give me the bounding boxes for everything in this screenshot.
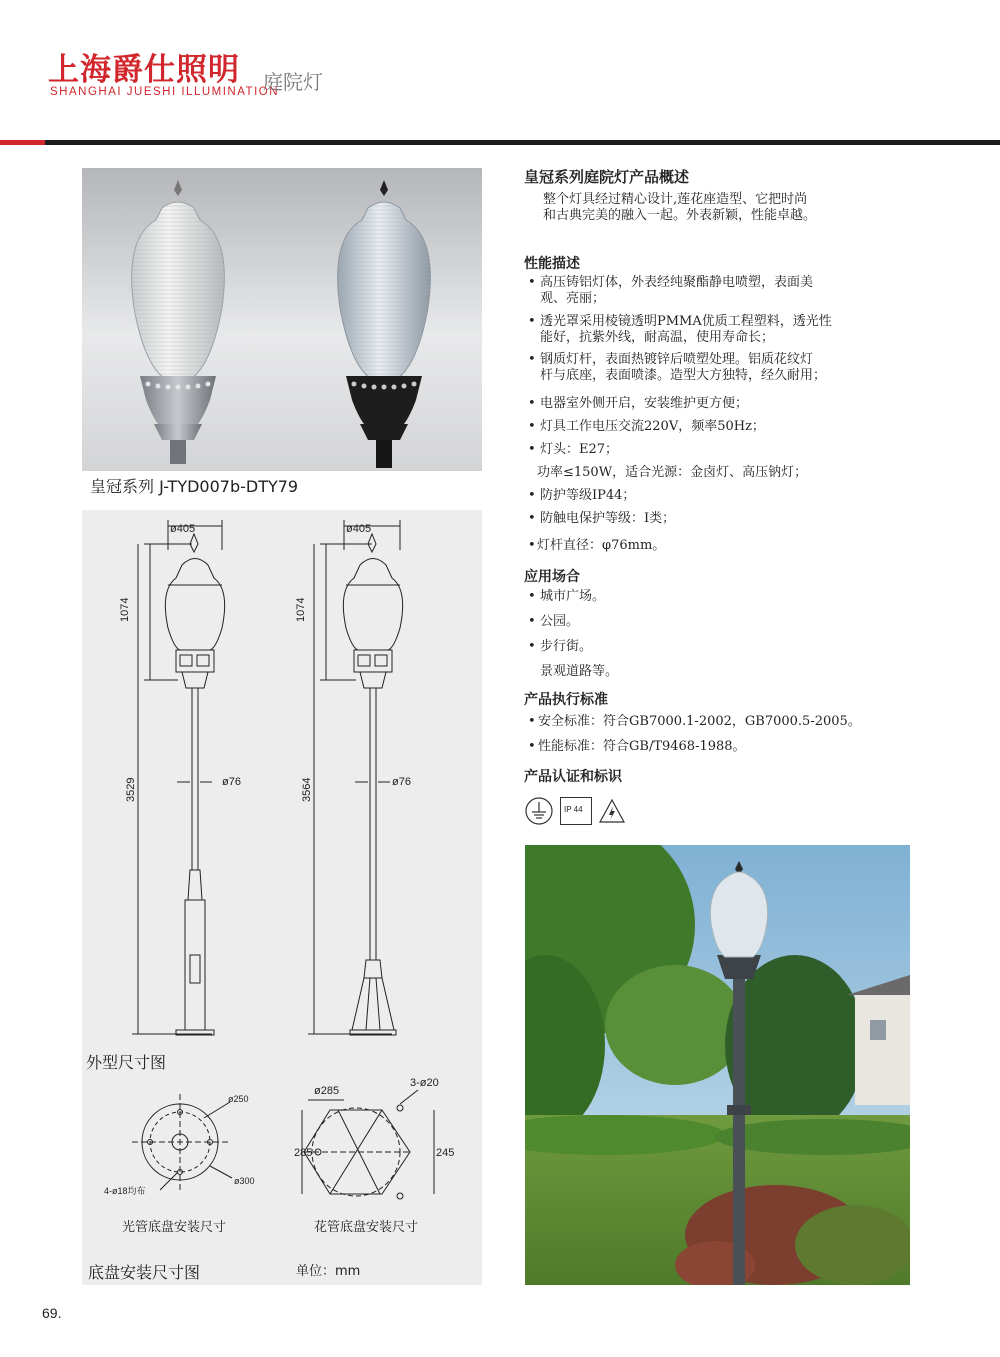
earth-ground-icon	[524, 796, 554, 826]
application-item: • 城市广场。	[528, 589, 606, 604]
performance-item: • 防护等级IP44；	[528, 488, 636, 503]
standards-title: 产品执行标准	[524, 692, 608, 708]
outline-drawing-title: 外型尺寸图	[86, 1053, 167, 1072]
dimension-drawings	[82, 510, 482, 1285]
dim-flower-left: 285	[294, 1147, 313, 1159]
performance-item: • 高压铸铝灯体，外表经纯聚酯静电喷塑，表面美 观、亮丽；	[528, 275, 814, 306]
flower-base-drawing	[302, 1090, 434, 1199]
dim-lamp-height-left: 1074	[119, 597, 131, 622]
page-number: 69.	[42, 1305, 62, 1321]
dim-total-height-right: 3564	[301, 777, 313, 802]
lamp-outline-right	[308, 520, 403, 1035]
unit-label: 单位：mm	[296, 1264, 361, 1279]
dimension-drawing-panel	[82, 510, 482, 1285]
overview-line-1: 整个灯具经过精心设计,莲花座造型、它把时尚	[543, 192, 808, 207]
lamp-head-silver	[132, 180, 225, 464]
performance-item: • 灯头：E27；	[528, 442, 619, 457]
performance-item: • 电器室外侧开启，安装维护更方便；	[528, 396, 749, 411]
applications-title: 应用场合	[524, 569, 580, 585]
header-rule-red	[0, 140, 45, 145]
certification-title: 产品认证和标识	[524, 769, 622, 785]
lamp-head-black	[338, 180, 431, 468]
dim-flower-dia: ø285	[314, 1085, 340, 1097]
dim-plain-outer: ø300	[234, 1176, 255, 1186]
performance-item: • 防触电保护等级：Ⅰ类；	[528, 511, 676, 526]
dim-total-height-left: 3529	[125, 777, 137, 802]
performance-item: • 钢质灯杆，表面热镀锌后喷塑处理。铝质花纹灯 杆与底座，表面喷漆。造型大方独特，经久耐用；	[528, 352, 827, 383]
dim-lamp-width-right: ø405	[346, 523, 372, 535]
application-item: 景观道路等。	[540, 664, 619, 679]
dim-plain-inner: ø250	[228, 1094, 249, 1104]
performance-item: • 透光罩采用棱镜透明PMMA优质工程塑料，透光性 能好，抗紫外线，耐高温，使用寿命长；	[528, 314, 832, 345]
dim-pole-dia-left: ø76	[222, 776, 241, 788]
performance-item: 功率≤150W，适合光源：金卤灯、高压钠灯；	[537, 465, 808, 480]
installation-photo	[525, 845, 910, 1285]
application-item: • 公园。	[528, 614, 580, 629]
header-rule-black	[45, 140, 1000, 145]
dim-pole-dia-right: ø76	[392, 776, 411, 788]
overview-title: 皇冠系列庭院灯产品概述	[524, 168, 690, 186]
product-photo	[82, 168, 482, 471]
performance-item: • 灯杆直径：φ76mm。	[528, 538, 666, 553]
application-item: • 步行街。	[528, 639, 593, 654]
performance-item: • 灯具工作电压交流220V，频率50Hz；	[528, 419, 765, 434]
ip44-icon	[560, 797, 592, 825]
overview-line-2: 和古典完美的融入一起。外表新颖，性能卓越。	[543, 208, 817, 223]
ip44-label: IP 44	[564, 805, 583, 814]
performance-title: 性能描述	[524, 256, 580, 272]
plain-base-caption: 光管底盘安装尺寸	[122, 1220, 227, 1235]
lamp-heads-illustration	[82, 168, 482, 471]
base-section-title: 底盘安装尺寸图	[88, 1263, 201, 1282]
brand-logo-cn: 上海爵仕照明	[48, 52, 240, 88]
brand-logo-en: SHANGHAI JUESHI ILLUMINATION	[50, 86, 280, 98]
dim-lamp-height-right: 1074	[295, 597, 307, 622]
dim-flower-right: 245	[436, 1147, 455, 1159]
flower-base-caption: 花管底盘安装尺寸	[314, 1220, 419, 1235]
model-caption: 皇冠系列 J-TYD007b-DTY79	[90, 477, 299, 496]
dim-flower-holes: 3-ø20	[410, 1077, 439, 1089]
standard-item: • 性能标准：符合GB/T9468-1988。	[528, 739, 746, 754]
standard-item: • 安全标准：符合GB7000.1-2002，GB7000.5-2005。	[528, 714, 861, 729]
dim-plain-holes: 4-ø18均布	[104, 1186, 146, 1196]
dim-lamp-width-left: ø405	[170, 523, 196, 535]
category-label: 庭院灯	[263, 70, 323, 94]
lamp-outline-left	[132, 520, 225, 1035]
plain-base-drawing	[132, 1094, 232, 1190]
warning-icon	[597, 796, 627, 826]
